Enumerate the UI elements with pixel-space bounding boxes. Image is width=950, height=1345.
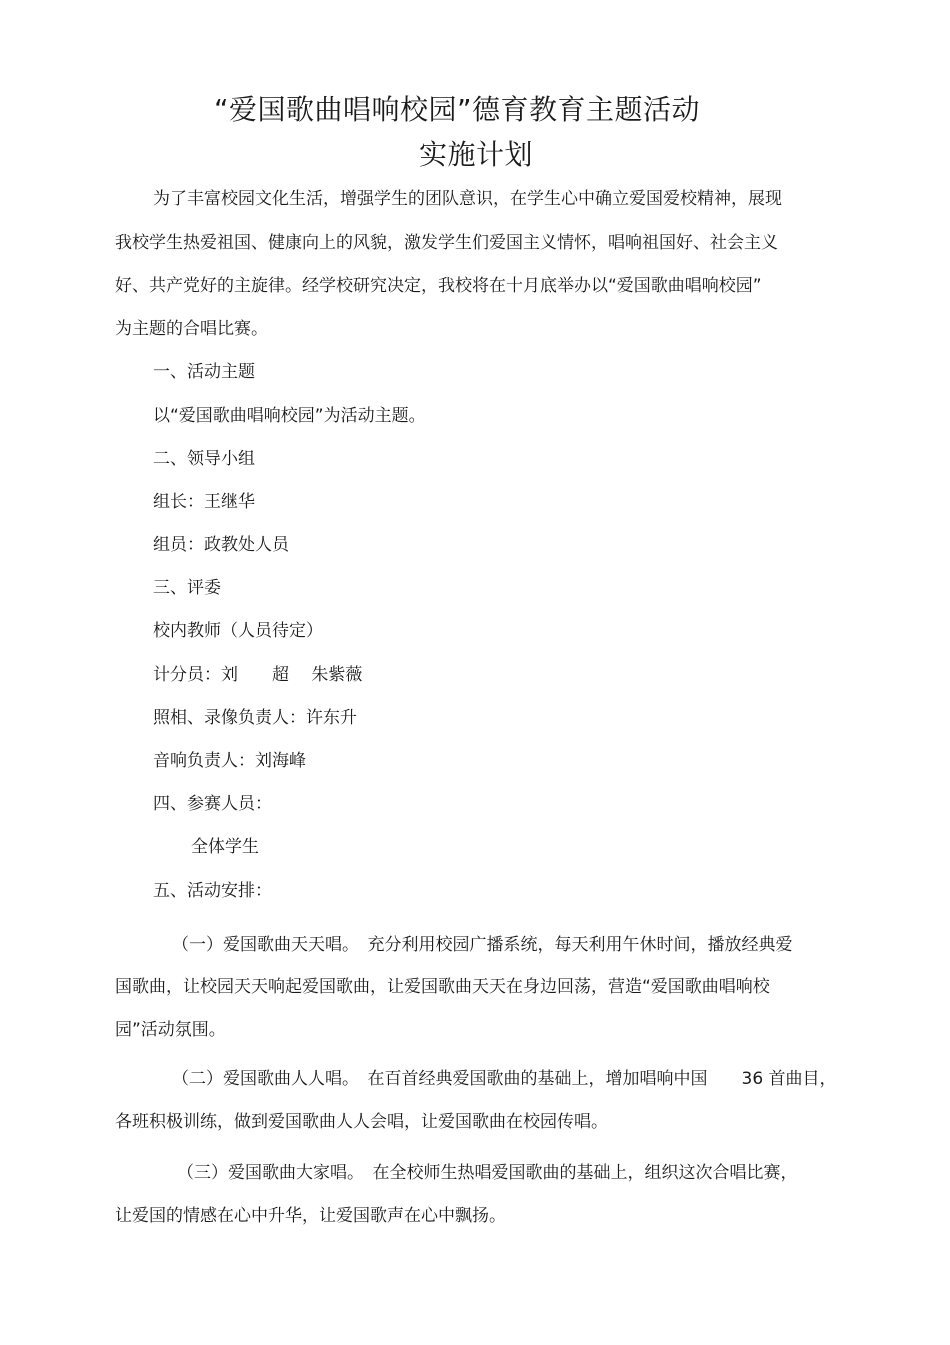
section-heading-arrangement: 五、活动安排：: [153, 881, 272, 901]
intro-line: 为了丰富校园文化生活，增强学生的团队意识，在学生心中确立爱国爱校精神，展现: [153, 189, 782, 209]
photo-text: 照相、录像负责人：许东升: [153, 708, 357, 728]
leader-text: 组长：王继华: [153, 492, 255, 512]
section-heading-leadership: 二、领导小组: [153, 449, 255, 469]
judges-text: 校内教师（人员待定）: [153, 621, 323, 641]
arrangement-item1-line: 园”活动氛围。: [115, 1020, 226, 1040]
document-title-line2: 实施计划: [419, 138, 534, 171]
section-heading-theme: 一、活动主题: [153, 362, 255, 382]
intro-line: 好、共产党好的主旋律。经学校研究决定，我校将在十月底举办以“爱国歌曲唱响校园”: [115, 276, 762, 296]
members-text: 组员：政教处人员: [153, 535, 289, 555]
section-heading-participants: 四、参赛人员：: [153, 794, 272, 814]
intro-line: 我校学生热爱祖国、健康向上的风貌，激发学生们爱国主义情怀，唱响祖国好、社会主义: [115, 233, 778, 253]
arrangement-item2-line: （二）爱国歌曲人人唱。 在百首经典爱国歌曲的基础上，增加唱响中国 36 首曲目，: [172, 1069, 837, 1089]
arrangement-item1-line: （一）爱国歌曲天天唱。 充分利用校园广播系统，每天利用午休时间，播放经典爱: [172, 935, 793, 955]
participants-text: 全体学生: [191, 837, 259, 857]
intro-line: 为主题的合唱比赛。: [115, 319, 268, 339]
arrangement-item3-line: 让爱国的情感在心中升华，让爱国歌声在心中飘扬。: [115, 1206, 506, 1226]
scorer-text: 计分员：刘 超 朱紫薇: [153, 665, 363, 685]
document-title-line1: “爱国歌曲唱响校园”德育教育主题活动: [214, 93, 701, 126]
arrangement-item1-line: 国歌曲，让校园天天响起爱国歌曲，让爱国歌曲天天在身边回荡，营造“爱国歌曲唱响校: [115, 977, 770, 997]
arrangement-item2-line: 各班积极训练，做到爱国歌曲人人会唱，让爱国歌曲在校园传唱。: [115, 1112, 608, 1132]
sound-text: 音响负责人：刘海峰: [153, 751, 306, 771]
arrangement-item3-line: （三）爱国歌曲大家唱。 在全校师生热唱爱国歌曲的基础上，组织这次合唱比赛，: [177, 1163, 798, 1183]
section-heading-judges: 三、评委: [153, 578, 221, 598]
theme-text: 以“爱国歌曲唱响校园”为活动主题。: [153, 406, 426, 426]
